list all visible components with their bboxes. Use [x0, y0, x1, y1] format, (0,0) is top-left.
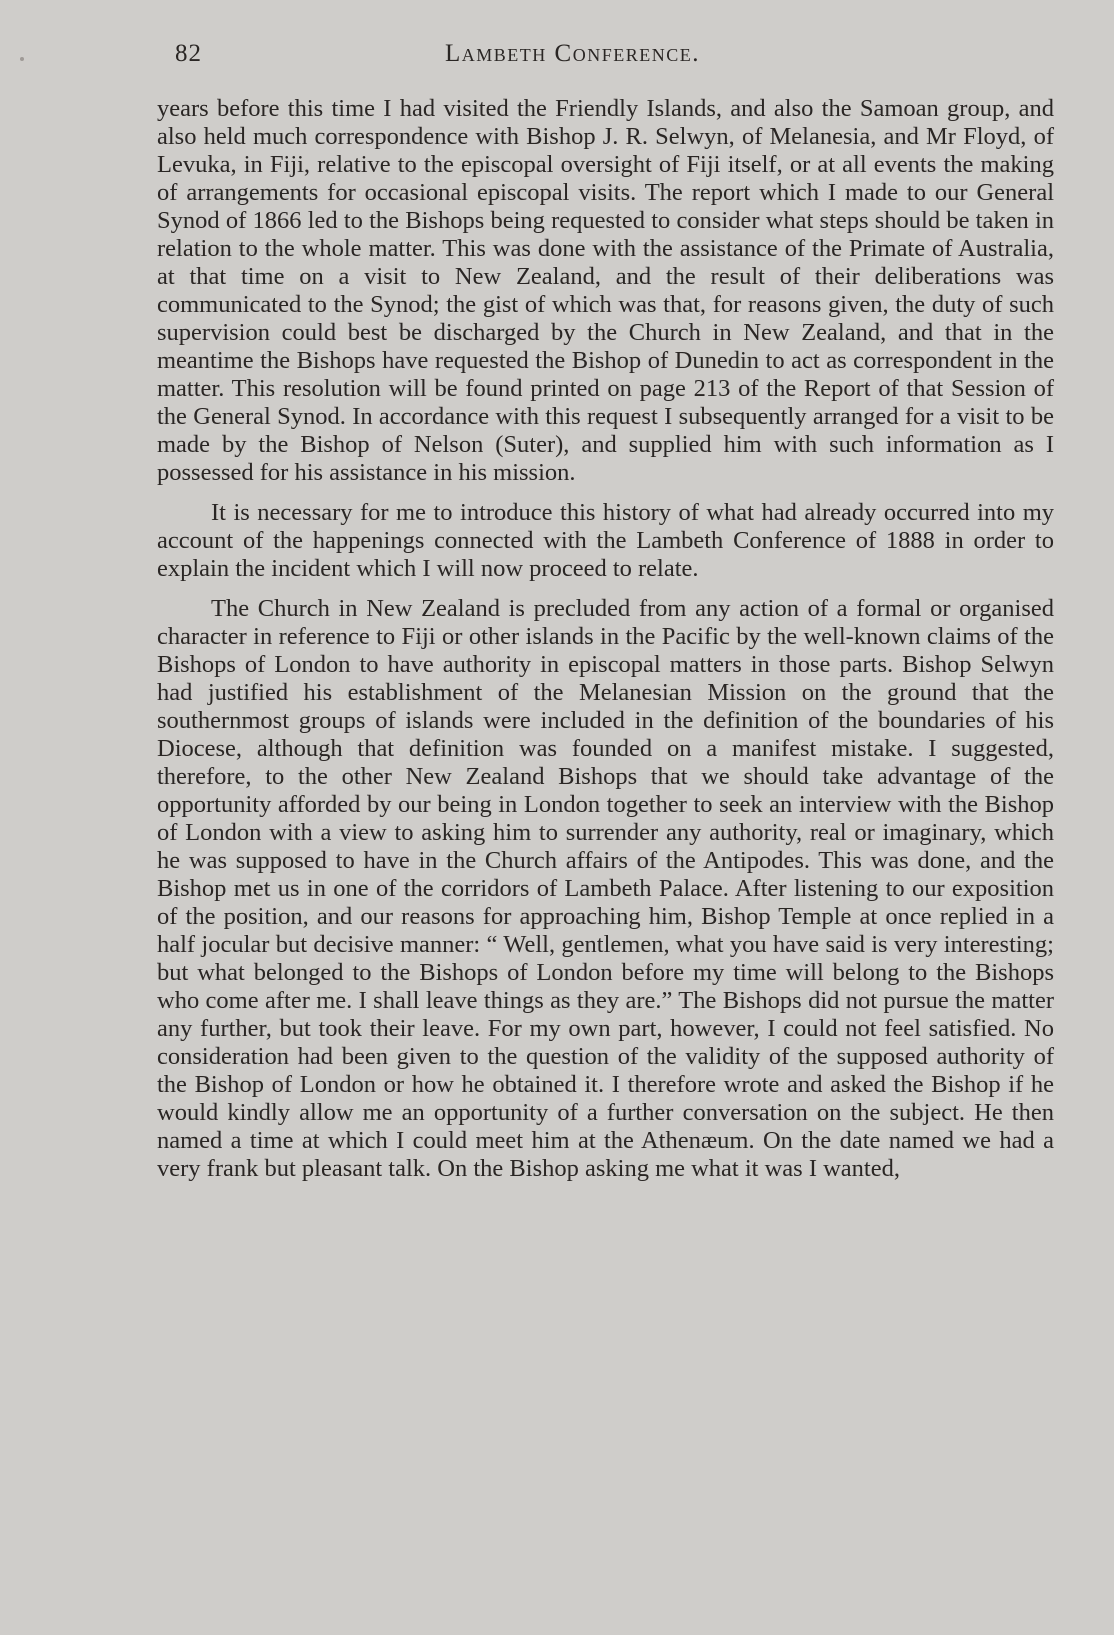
body-text [157, 95, 1054, 1183]
page-number: 82 [175, 40, 202, 67]
paragraph-continued: years before this time I had visited the Friendly Islands, and also the Samoan group, and also held much correspondence with Bishop J. R. Selwyn, of Melanesia, and Mr Floyd, of Levuka, in Fiji, relative to the episcopal oversight of Fiji itself, or at all events the making of arrangements for occasional episcopal visits. The report which I made to our General Synod of 1866 led to the Bishops being requested to consider what steps should be taken in relation to the whole matter. This was done with the assistance of the Primate of Australia, at that time on a visit to New Zealand, and the result of their deliberations was communicated to the Synod; the gist of which was that, for reasons given, the duty of such supervision could best be discharged by the Church in New Zealand, and that in the meantime the Bishops have requested the Bishop of Dunedin to act as correspondent in the matter. This resolution will be found printed on page 213 of the Report of that Session of the General Synod. In accordance with this request I subsequently arranged for a visit to be made by the Bishop of Nelson (Suter), and supplied him with such information as I possessed for his assistance in his mission. [157, 95, 1054, 486]
page-header [175, 40, 1055, 72]
paragraph: The Church in New Zealand is precluded from any action of a formal or organised character in reference to Fiji or other islands in the Pacific by the well-known claims of the Bishops of London to have authority in episcopal matters in those parts. Bishop Selwyn had justified his establishment of the Melanesian Mission on the ground that the southernmost groups of islands were included in the definition of the boundaries of his Diocese, although that definition was founded on a manifest mistake. I suggested, therefore, to the other New Zealand Bishops that we should take advantage of the opportunity afforded by our being in London together to seek an interview with the Bishop of London with a view to asking him to surrender any authority, real or imaginary, which he was supposed to have in the Church affairs of the Antipodes. This was done, and the Bishop met us in one of the corridors of Lambeth Palace. After listening to our exposition of the position, and our reasons for approaching him, Bishop Temple at once replied in a half jocular but decisive manner: “ Well, gentlemen, what you have said is very interesting; but what belonged to the Bishops of London before my time will belong to the Bishops who come after me. I shall leave things as they are.” The Bishops did not pursue the matter any further, but took their leave. For my own part, however, I could not feel satisfied. No consideration had been given to the question of the validity of the supposed authority of the Bishop of London or how he obtained it. I therefore wrote and asked the Bishop if he would kindly allow me an opportunity of a further conversation on the subject. He then named a time at which I could meet him at the Athenæum. On the date named we had a very frank but pleasant talk. On the Bishop asking me what it was I wanted, [157, 595, 1054, 1182]
paragraph: It is necessary for me to introduce this history of what had already occurred into my account of the happenings connected with the Lambeth Conference of 1888 in order to explain the incident which I will now proceed to relate. [157, 499, 1054, 582]
running-title: Lambeth Conference. [445, 40, 700, 67]
paper-speck [20, 57, 24, 61]
